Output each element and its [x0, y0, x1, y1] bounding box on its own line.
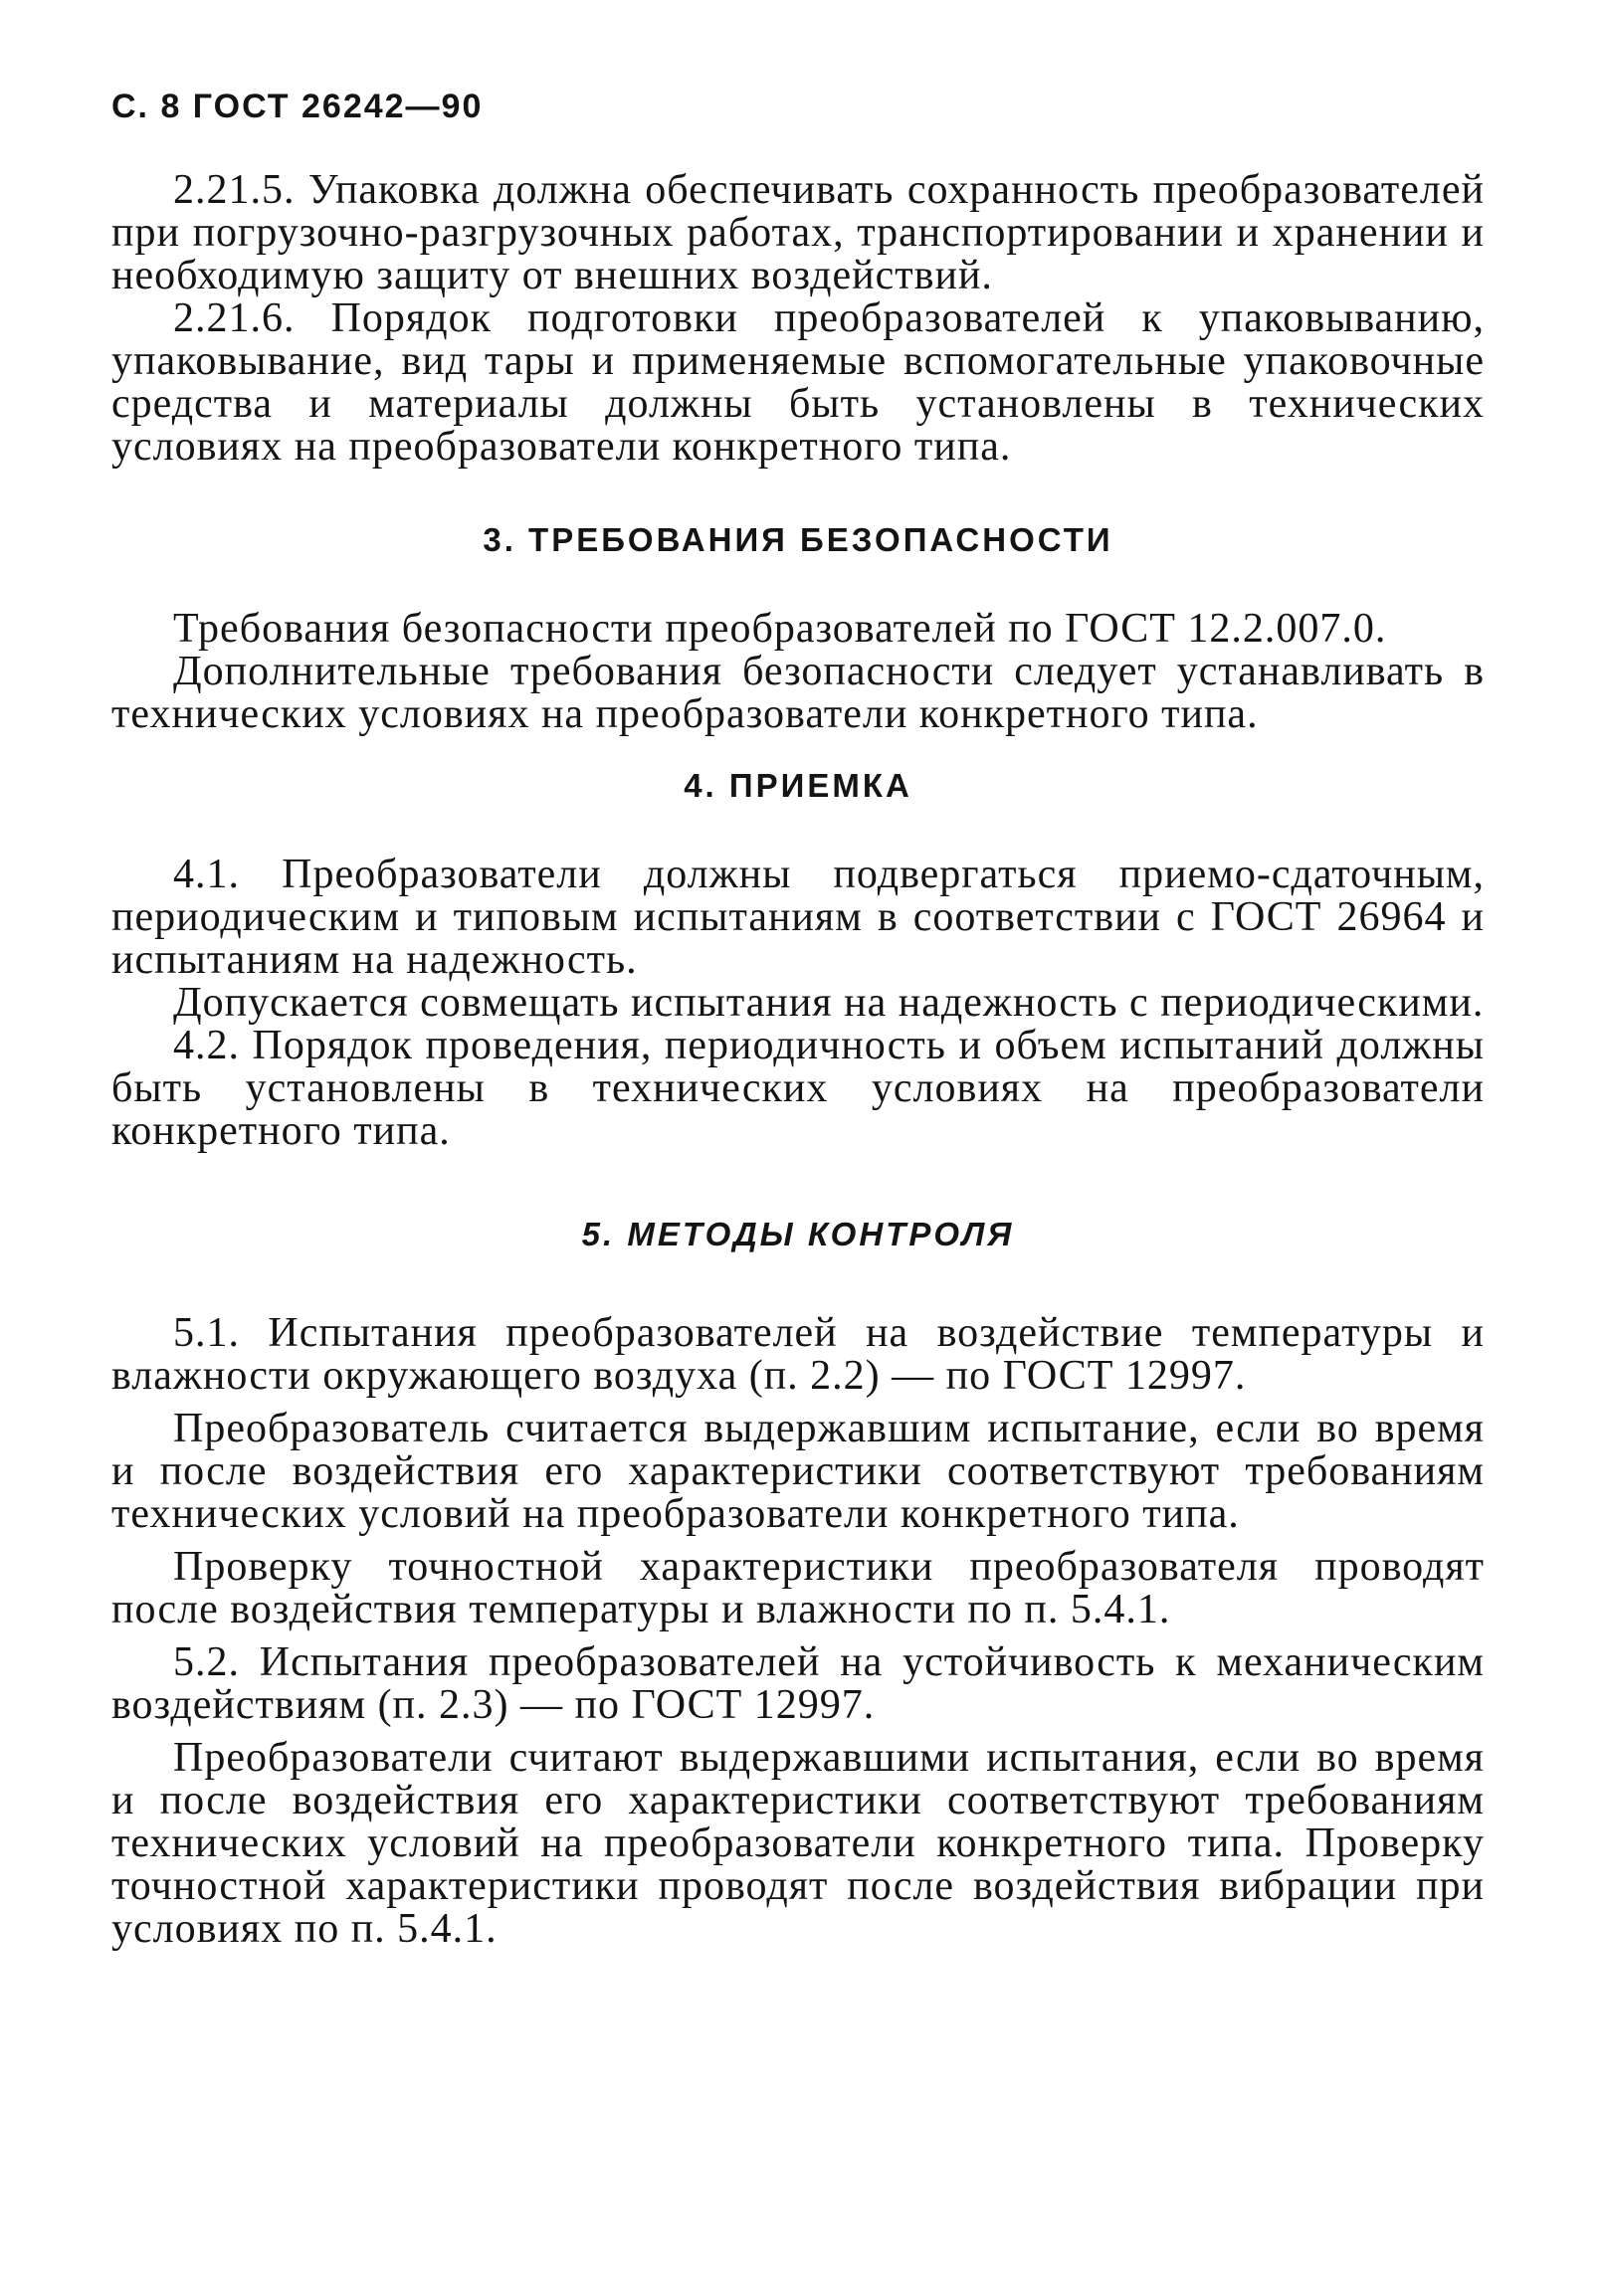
paragraph-5-2-criteria: Преобразователи считают выдержавшими испытания, если во время и после воздействия его характеристики соответствуют требованиям технических условий на преобразователи конкретного типа. Проверку точностной характеристики проводят после воздействия вибрации при условиях по п. 5.4.1. — [111, 1735, 1485, 1952]
paragraph-5-1-criteria: Преобразователь считается выдержавшим испытание, если во время и после воздействия его характеристики соответствуют требованиям технических условий на преобразователи конкретного типа. — [111, 1406, 1485, 1537]
paragraph-5-1: 5.1. Испытания преобразователей на воздействие температуры и влажности окружающего воздуха (п. 2.2) — по ГОСТ 12997. — [111, 1310, 1485, 1399]
paragraph-4-1: 4.1. Преобразователи должны подвергаться приемо-сдаточным, периодическим и типовым испытаниям в соответствии с ГОСТ 26964 и испытаниям на надежность. — [111, 852, 1485, 983]
section-4-title: 4. ПРИЕМКА — [684, 767, 912, 804]
section-3-title: 3. ТРЕБОВАНИЯ БЕЗОПАСНОСТИ — [483, 521, 1113, 558]
paragraph-4-1-note: Допускается совмещать испытания на надежность с периодическими. — [173, 980, 1485, 1026]
section-3-paragraph-2: Дополнительные требования безопасности следует устанавливать в технических условиях на преобразователи конкретного типа. — [111, 649, 1485, 737]
paragraph-5-2: 5.2. Испытания преобразователей на устойчивость к механическим воздействиям (п. 2.3) — по ГОСТ 12997. — [111, 1639, 1485, 1728]
section-3-paragraph-1: Требования безопасности преобразователей по ГОСТ 12.2.007.0. — [173, 606, 1387, 652]
page-header: С. 8 ГОСТ 26242—90 — [111, 88, 484, 125]
paragraph-2-21-6: 2.21.6. Порядок подготовки преобразователей к упаковыванию, упаковывание, вид тары и применяемые вспомогательные упаковочные средства и материалы должны быть установлены в технических условиях на преобразователи конкретного типа. — [111, 295, 1485, 470]
page-body — [111, 169, 1485, 1951]
section-5-title: 5. МЕТОДЫ КОНТРОЛЯ — [581, 1216, 1015, 1252]
paragraph-5-1-check: Проверку точностной характеристики преобразователя проводят после воздействия температуры и влажности по п. 5.4.1. — [111, 1544, 1485, 1632]
paragraph-4-2: 4.2. Порядок проведения, периодичность и объем испытаний должны быть установлены в технических условиях на преобразователи конкретного типа. — [111, 1023, 1485, 1154]
paragraph-2-21-5: 2.21.5. Упаковка должна обеспечивать сохранность преобразователей при погрузочно-разгрузочных работах, транспортировании и хранении и необходимую защиту от внешних воздействий. — [111, 167, 1485, 298]
